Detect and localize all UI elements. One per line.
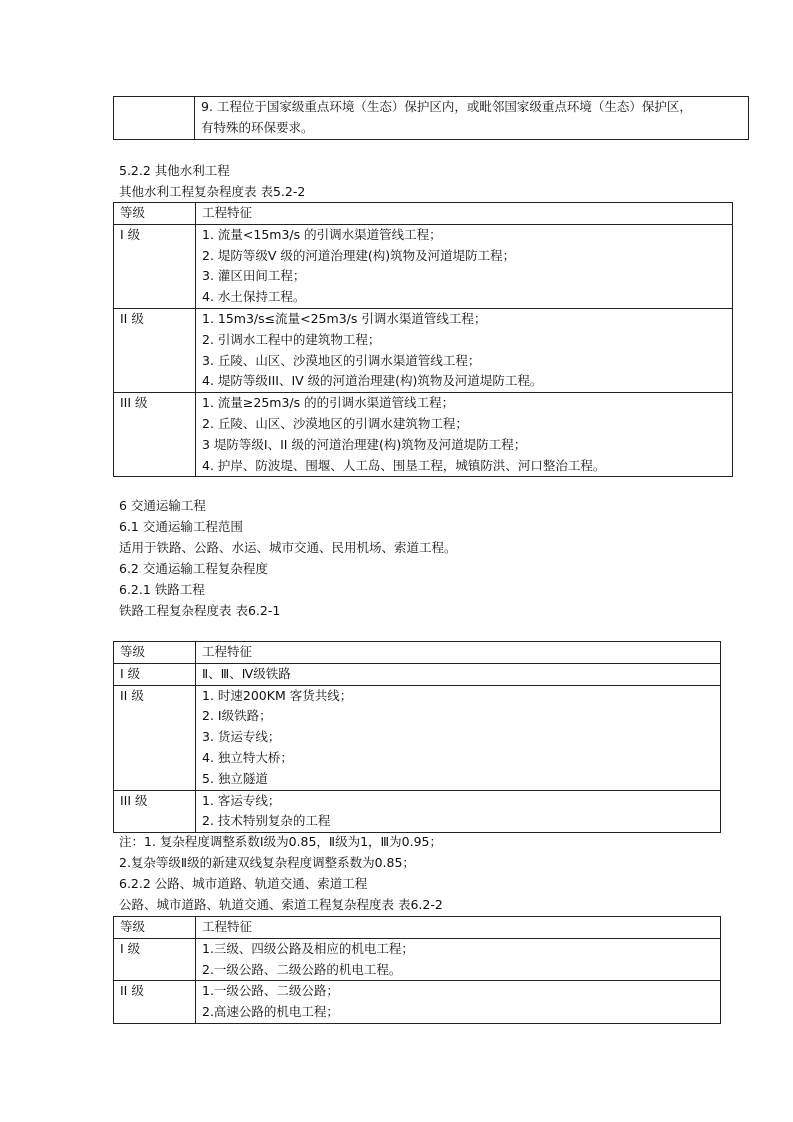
list-item: 1.一级公路、二级公路； <box>202 983 339 999</box>
list-item: 9. 工程位于国家级重点环境（生态）保护区内，或毗邻国家级重点环境（生态）保护区， <box>201 99 692 114</box>
list-item: Ⅱ、Ⅲ、Ⅳ级铁路 <box>202 665 291 681</box>
list-item: 5. 独立隧道 <box>202 770 268 786</box>
list-item: 2.高速公路的机电工程； <box>202 1004 339 1020</box>
header-grade: 等级 <box>114 917 196 939</box>
table-header-row <box>114 642 721 664</box>
section-heading: 6.2.2 公路、城市道路、轨道交通、索道工程 <box>119 876 368 891</box>
water-table <box>113 202 733 477</box>
rail-table <box>113 641 721 833</box>
list-item: 3. 灌区田间工程； <box>202 268 306 284</box>
grade-cell: I 级 <box>114 663 196 685</box>
feature-cell <box>196 938 721 981</box>
list-item: 2.一级公路、二级公路的机电工程。 <box>202 961 402 977</box>
header-grade: 等级 <box>114 203 196 225</box>
grade-cell: II 级 <box>114 981 196 1024</box>
grade-cell: II 级 <box>114 308 196 392</box>
note: 注：1. 复杂程度调整系数Ⅰ级为0.85，Ⅱ级为1，Ⅲ为0.95； <box>119 834 442 849</box>
feature-cell <box>196 663 721 685</box>
list-item: 有特殊的环保要求。 <box>201 119 314 135</box>
list-item: 1. 时速200KM 客货共线； <box>202 687 353 703</box>
table-row <box>114 224 733 308</box>
list-item: 2. 技术特别复杂的工程 <box>202 813 331 829</box>
grade-cell: III 级 <box>114 393 196 477</box>
section-heading: 6.1 交通运输工程范围 <box>119 519 243 534</box>
section-heading: 6.2.1 铁路工程 <box>119 582 205 597</box>
table-row <box>114 790 721 833</box>
table-caption: 铁路工程复杂程度表 表6.2-1 <box>119 603 281 618</box>
list-item: 1. 流量<15m3/s 的引调水渠道管线工程； <box>202 226 442 242</box>
section-heading: 6 交通运输工程 <box>119 498 206 513</box>
table-row <box>114 97 749 140</box>
header-feature: 工程特征 <box>196 917 721 939</box>
header-grade: 等级 <box>114 642 196 664</box>
grade-cell <box>114 97 195 140</box>
paragraph: 适用于铁路、公路、水运、城市交通、民用机场、索道工程。 <box>119 540 457 555</box>
table-caption: 公路、城市道路、轨道交通、索道工程复杂程度表 表6.2-2 <box>119 897 443 912</box>
feature-cell <box>196 224 733 308</box>
table-row <box>114 938 721 981</box>
list-item: 2. 堤防等级V 级的河道治理建(构)筑物及河道堤防工程； <box>202 247 516 263</box>
feature-cell <box>195 97 749 140</box>
table-caption: 其他水利工程复杂程度表 表5.2-2 <box>119 184 306 199</box>
table-row <box>114 663 721 685</box>
table-row <box>114 981 721 1024</box>
list-item: 2. Ⅰ级铁路； <box>202 708 272 724</box>
list-item: 1. 流量≥25m3/s 的的引调水渠道管线工程； <box>202 395 455 411</box>
grade-cell: III 级 <box>114 790 196 833</box>
table-header-row <box>114 203 733 225</box>
feature-cell <box>196 308 733 392</box>
list-item: 1. 15m3/s≤流量<25m3/s 引调水渠道管线工程； <box>202 310 487 326</box>
table-row <box>114 308 733 392</box>
list-item: 2. 引调水工程中的建筑物工程； <box>202 331 381 347</box>
header-feature: 工程特征 <box>196 642 721 664</box>
list-item: 2. 丘陵、山区、沙漠地区的引调水建筑物工程； <box>202 415 468 431</box>
note: 2.复杂等级Ⅱ级的新建双线复杂程度调整系数为0.85； <box>119 855 415 870</box>
feature-cell <box>196 393 733 477</box>
header-feature: 工程特征 <box>196 203 733 225</box>
list-item: 3. 货运专线； <box>202 729 281 745</box>
table-header-row <box>114 917 721 939</box>
road-table <box>113 916 721 1024</box>
list-item: 1. 客运专线； <box>202 792 281 808</box>
list-item: 3. 丘陵、山区、沙漠地区的引调水渠道管线工程； <box>202 352 481 368</box>
table-row <box>114 393 733 477</box>
feature-cell <box>196 685 721 790</box>
grade-cell: II 级 <box>114 685 196 790</box>
table-row <box>114 685 721 790</box>
feature-cell <box>196 790 721 833</box>
list-item: 4. 独立特大桥； <box>202 749 293 765</box>
top-table <box>113 96 749 140</box>
list-item: 4. 护岸、防波堤、围堰、人工岛、围垦工程，城镇防洪、河口整治工程。 <box>202 457 606 473</box>
grade-cell: I 级 <box>114 938 196 981</box>
feature-cell <box>196 981 721 1024</box>
grade-cell: I 级 <box>114 224 196 308</box>
section-heading: 5.2.2 其他水利工程 <box>119 163 230 178</box>
list-item: 4. 水土保持工程。 <box>202 289 306 305</box>
list-item: 4. 堤防等级III、IV 级的河道治理建(构)筑物及河道堤防工程。 <box>202 373 543 389</box>
list-item: 1.三级、四级公路及相应的机电工程； <box>202 940 414 956</box>
section-heading: 6.2 交通运输工程复杂程度 <box>119 561 268 576</box>
list-item: 3 堤防等级I、II 级的河道治理建(构)筑物及河道堤防工程； <box>202 436 527 452</box>
